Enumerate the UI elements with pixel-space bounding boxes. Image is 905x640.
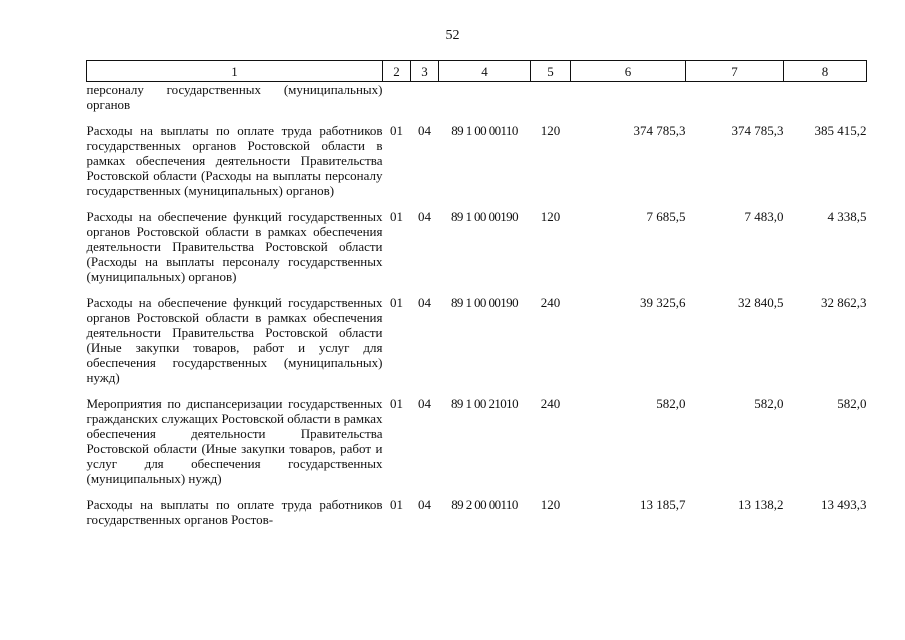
header-cell: 5	[531, 61, 571, 82]
row-description: Расходы на выплаты по оплате труда работников государственных органов Ростов-	[86, 497, 383, 527]
row-expense-type: 120	[540, 497, 561, 512]
row-amount-col8	[784, 82, 867, 124]
table-row	[87, 396, 867, 497]
row-amount-col8: 582,0	[837, 396, 867, 411]
table-row	[87, 123, 867, 209]
row-section: 01	[390, 209, 403, 224]
row-amount-col7: 374 785,3	[731, 123, 784, 138]
header-cell: 2	[383, 61, 411, 82]
row-amount-col8: 385 415,2	[814, 123, 867, 138]
row-target-code: 89 2 00 00110	[451, 497, 518, 512]
row-description: Расходы на обеспечение функций государственных органов Ростовской области в рамках обеспечения деятельности Правительства Ростовской области (Иные закупки товаров, работ и услуг для обеспечения государственных (муниципальных) нужд)	[86, 295, 383, 385]
row-amount-col7: 7 483,0	[744, 209, 784, 224]
table-body	[87, 82, 867, 539]
row-section: 01	[390, 123, 403, 138]
row-target-code: 89 1 00 00110	[451, 123, 518, 138]
row-description: персоналу государственных (муниципальных) органов	[86, 82, 383, 112]
table-row	[87, 295, 867, 396]
header-cell: 1	[87, 61, 383, 82]
row-subsection: 04	[418, 123, 431, 138]
page-number: 52	[445, 28, 460, 43]
header-cell: 6	[571, 61, 686, 82]
row-description: Расходы на обеспечение функций государственных органов Ростовской области в рамках обеспечения деятельности Правительства Ростовской области (Расходы на выплаты персоналу государственных (муниципальных) органов)	[86, 209, 383, 284]
row-target-code: 89 1 00 00190	[451, 209, 518, 224]
table-row	[87, 209, 867, 295]
row-amount-col6: 7 685,5	[646, 209, 686, 224]
row-section: 01	[390, 497, 403, 512]
row-subsection	[411, 82, 439, 124]
table-row	[87, 497, 867, 538]
row-expense-type: 240	[540, 396, 561, 411]
row-target-code: 89 1 00 21010	[451, 396, 518, 411]
row-description: Мероприятия по диспансеризации государственных гражданских служащих Ростовской области в рамках обеспечения деятельности Правительства Ростовской области (Иные закупки товаров, работ и услуг для обеспечения государственных (муниципальных) нужд)	[86, 396, 383, 486]
row-amount-col8: 13 493,3	[821, 497, 867, 512]
row-subsection: 04	[418, 295, 431, 310]
row-expense-type: 120	[540, 209, 561, 224]
row-description: Расходы на выплаты по оплате труда работников государственных органов Ростовской области в рамках обеспечения деятельности Правительства Ростовской области (Расходы на выплаты персоналу государственных (муниципальных) органов)	[86, 123, 383, 198]
row-expense-type: 240	[540, 295, 561, 310]
row-subsection: 04	[418, 209, 431, 224]
row-subsection: 04	[418, 396, 431, 411]
row-expense-type	[531, 82, 571, 124]
row-subsection: 04	[418, 497, 431, 512]
header-cell: 8	[784, 61, 867, 82]
row-amount-col6: 39 325,6	[640, 295, 686, 310]
budget-table	[86, 60, 867, 538]
row-amount-col7: 32 840,5	[738, 295, 784, 310]
row-expense-type: 120	[540, 123, 561, 138]
row-amount-col7: 13 138,2	[738, 497, 784, 512]
row-amount-col6: 13 185,7	[640, 497, 686, 512]
header-cell: 3	[411, 61, 439, 82]
row-section	[383, 82, 411, 124]
header-cell: 7	[686, 61, 784, 82]
row-amount-col6	[571, 82, 686, 124]
row-section: 01	[390, 396, 403, 411]
row-amount-col6: 374 785,3	[633, 123, 686, 138]
row-amount-col8: 32 862,3	[821, 295, 867, 310]
row-amount-col7: 582,0	[754, 396, 784, 411]
row-amount-col6: 582,0	[656, 396, 686, 411]
header-cell: 4	[439, 61, 531, 82]
row-section: 01	[390, 295, 403, 310]
row-amount-col7	[686, 82, 784, 124]
row-target-code	[439, 82, 531, 124]
header-row	[87, 61, 867, 82]
row-target-code: 89 1 00 00190	[451, 295, 518, 310]
table-row	[87, 82, 867, 124]
row-amount-col8: 4 338,5	[827, 209, 867, 224]
